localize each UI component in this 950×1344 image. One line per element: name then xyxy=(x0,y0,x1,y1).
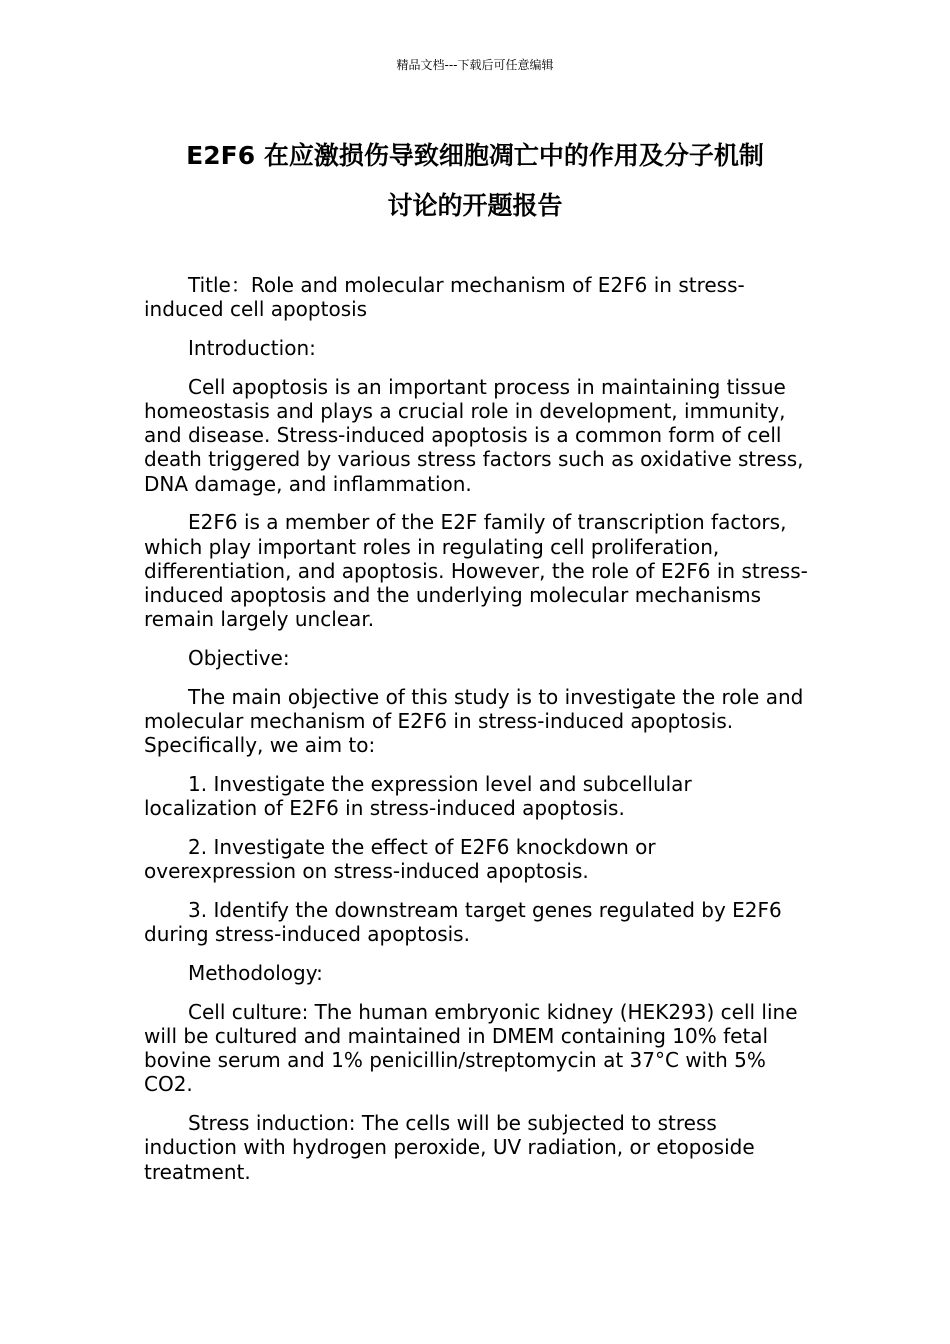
aim-item-3: 3. Identify the downstream target genes regulated by E2F6 during stress-induced apoptosis. xyxy=(144,898,782,947)
heading-methodology: Methodology: xyxy=(188,961,323,986)
aim-item-2: 2. Investigate the effect of E2F6 knockdown or overexpression on stress-induced apoptosis. xyxy=(144,835,656,884)
document-title xyxy=(120,131,830,231)
heading-objective: Objective: xyxy=(188,646,290,671)
paragraph-stress-induction: Stress induction: The cells will be subjected to stress induction with hydrogen peroxide, UV radiation, or etoposide treatment. xyxy=(144,1111,755,1184)
title-line-1: E2F6 在应激损伤导致细胞凋亡中的作用及分子机制 xyxy=(186,141,764,170)
heading-introduction: Introduction: xyxy=(188,336,316,360)
document-body xyxy=(144,273,808,1198)
header-note: 精品文档---下载后可任意编辑 xyxy=(396,58,554,72)
paragraph-objective: The main objective of this study is to investigate the role and molecular mechanism of E2F6 in stress-induced apoptosis. Specifically, we aim to: xyxy=(144,684,804,758)
aim-item-1: 1. Investigate the expression level and subcellular localization of E2F6 in stress-induced apoptosis. xyxy=(144,772,692,821)
paragraph-introduction-1: Cell apoptosis is an important process in maintaining tissue homeostasis and plays a crucial role in development, immunity, and disease. Stress-induced apoptosis is a common form of cell death triggered by various stress factors such as oxidative stress, DNA damage, and inflammation. xyxy=(144,374,804,496)
title-line-2: 讨论的开题报告 xyxy=(387,191,563,220)
paragraph-introduction-2: E2F6 is a member of the E2F family of transcription factors, which play important roles in regulating cell proliferation, differentiation, and apoptosis. However, the role of E2F6 in stress-induced apoptosis and the underlying molecular mechanisms remain largely unclear. xyxy=(144,510,808,632)
paragraph-title: Title：Role and molecular mechanism of E2F6 in stress-induced cell apoptosis xyxy=(144,273,745,322)
paragraph-cell-culture: Cell culture: The human embryonic kidney (HEK293) cell line will be cultured and maintained in DMEM containing 10% fetal bovine serum and 1% penicillin/streptomycin at 37°C with 5% CO2. xyxy=(144,999,798,1097)
